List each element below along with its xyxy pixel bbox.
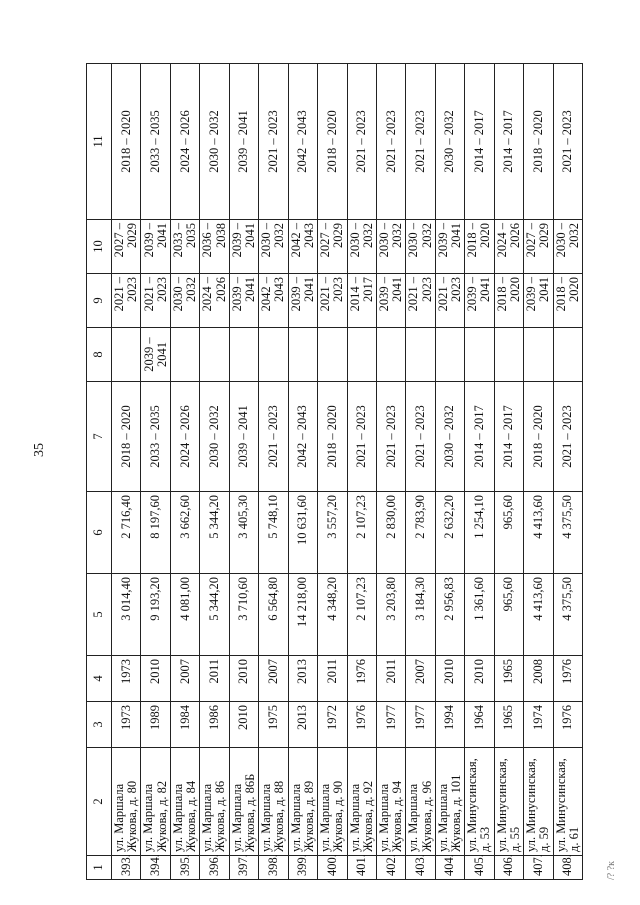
residential-area-cell: 2 830,00 xyxy=(376,492,405,574)
build-year-cell: 1977 xyxy=(406,702,435,748)
row-number-cell: 399. xyxy=(288,856,317,880)
repair-period-cell: 2018 – 2020 xyxy=(318,382,347,492)
build-year-cell: 1973 xyxy=(112,702,141,748)
repair-period-cell: 2042 – 2043 xyxy=(288,382,317,492)
column-header: 3 xyxy=(87,702,112,748)
row-number-cell: 405. xyxy=(465,856,494,880)
repair-period-cell: 2018 – 2020 xyxy=(524,382,553,492)
period-col11-cell: 2021 – 2023 xyxy=(376,64,405,220)
residential-area-cell: 3 557,20 xyxy=(318,492,347,574)
period-col9-cell: 2021 – 2023 xyxy=(435,274,464,328)
total-area-cell: 3 203,80 xyxy=(376,574,405,656)
period-col10-cell: 2042 – 2043 xyxy=(288,220,317,274)
period-col10-cell: 2027 – 2029 xyxy=(112,220,141,274)
last-repair-year-cell: 2010 xyxy=(465,656,494,702)
total-area-cell: 4 413,60 xyxy=(524,574,553,656)
address-cell: ул. Маршала Жукова, д. 80 xyxy=(112,748,141,856)
total-area-cell: 3 014,40 xyxy=(112,574,141,656)
residential-area-cell: 2 632,20 xyxy=(435,492,464,574)
residential-area-cell: 8 197,60 xyxy=(141,492,170,574)
repair-period-cell: 2030 – 2032 xyxy=(200,382,229,492)
repair-period-cell: 2024 – 2026 xyxy=(170,382,199,492)
total-area-cell: 4 375,50 xyxy=(553,574,582,656)
column-header: 8 xyxy=(87,328,112,382)
period-col9-cell: 2018 – 2020 xyxy=(553,274,582,328)
table-row xyxy=(112,64,141,880)
period-col11-cell: 2014 – 2017 xyxy=(494,64,523,220)
period-col8-cell xyxy=(376,328,405,382)
period-col9-cell: 2021 – 2023 xyxy=(112,274,141,328)
period-col10-cell: 2039 – 2041 xyxy=(229,220,258,274)
total-area-cell: 4 081,00 xyxy=(170,574,199,656)
period-col10-cell: 2027 – 2029 xyxy=(524,220,553,274)
column-header: 6 xyxy=(87,492,112,574)
table-row xyxy=(465,64,494,880)
period-col10-cell: 2024 – 2026 xyxy=(494,220,523,274)
period-col8-cell xyxy=(553,328,582,382)
table-row xyxy=(553,64,582,880)
row-number-cell: 396. xyxy=(200,856,229,880)
residential-area-cell: 5 748,10 xyxy=(259,492,288,574)
last-repair-year-cell: 2011 xyxy=(200,656,229,702)
period-col9-cell: 2039 – 2041 xyxy=(229,274,258,328)
period-col10-cell: 2036 – 2038 xyxy=(200,220,229,274)
period-col10-cell: 2033 – 2035 xyxy=(170,220,199,274)
period-col9-cell: 2039 – 2041 xyxy=(288,274,317,328)
build-year-cell: 2013 xyxy=(288,702,317,748)
address-cell: ул. Маршала Жукова, д. 92 xyxy=(347,748,376,856)
period-col9-cell: 2024 – 2026 xyxy=(200,274,229,328)
row-number-cell: 393. xyxy=(112,856,141,880)
repair-period-cell: 2021 – 2023 xyxy=(553,382,582,492)
residential-area-cell: 3 405,30 xyxy=(229,492,258,574)
residential-area-cell: 4 413,60 xyxy=(524,492,553,574)
period-col11-cell: 2014 – 2017 xyxy=(465,64,494,220)
table-row xyxy=(141,64,170,880)
repair-period-cell: 2014 – 2017 xyxy=(494,382,523,492)
total-area-cell: 2 107,23 xyxy=(347,574,376,656)
column-header: 10 xyxy=(87,220,112,274)
table-row xyxy=(435,64,464,880)
period-col9-cell: 2014 – 2017 xyxy=(347,274,376,328)
period-col9-cell: 2021 – 2023 xyxy=(141,274,170,328)
column-header: 1 xyxy=(87,856,112,880)
address-cell: ул. Минусинская, д. 59 xyxy=(524,748,553,856)
total-area-cell: 4 348,20 xyxy=(318,574,347,656)
repair-period-cell: 2021 – 2023 xyxy=(259,382,288,492)
period-col8-cell xyxy=(200,328,229,382)
last-repair-year-cell: 2007 xyxy=(170,656,199,702)
row-number-cell: 402. xyxy=(376,856,405,880)
total-area-cell: 965,60 xyxy=(494,574,523,656)
table-row xyxy=(406,64,435,880)
table-row xyxy=(376,64,405,880)
repair-period-cell: 2021 – 2023 xyxy=(406,382,435,492)
row-number-cell: 395. xyxy=(170,856,199,880)
table-row xyxy=(494,64,523,880)
period-col8-cell xyxy=(524,328,553,382)
period-col9-cell: 2018 – 2020 xyxy=(494,274,523,328)
build-year-cell: 1976 xyxy=(553,702,582,748)
build-year-cell: 1974 xyxy=(524,702,553,748)
period-col11-cell: 2039 – 2041 xyxy=(229,64,258,220)
address-cell: ул. Маршала Жукова, д. 89 xyxy=(288,748,317,856)
row-number-cell: 407. xyxy=(524,856,553,880)
column-header: 7 xyxy=(87,382,112,492)
build-year-cell: 1984 xyxy=(170,702,199,748)
row-number-cell: 394. xyxy=(141,856,170,880)
address-cell: ул. Маршала Жукова, д. 86 xyxy=(200,748,229,856)
period-col10-cell: 2030 – 2032 xyxy=(347,220,376,274)
row-number-cell: 397. xyxy=(229,856,258,880)
period-col9-cell: 2021 – 2023 xyxy=(406,274,435,328)
address-cell: ул. Маршала Жукова, д. 101 xyxy=(435,748,464,856)
period-col10-cell: 2018 – 2020 xyxy=(465,220,494,274)
address-cell: ул. Минусинская, д. 55 xyxy=(494,748,523,856)
address-cell: ул. Минусинская, д. 53 xyxy=(465,748,494,856)
total-area-cell: 3 184,30 xyxy=(406,574,435,656)
period-col10-cell: 2030 – 2032 xyxy=(406,220,435,274)
last-repair-year-cell: 2011 xyxy=(376,656,405,702)
row-number-cell: 398. xyxy=(259,856,288,880)
last-repair-year-cell: 2010 xyxy=(141,656,170,702)
last-repair-year-cell: 2008 xyxy=(524,656,553,702)
period-col9-cell: 2039 – 2041 xyxy=(524,274,553,328)
column-header: 11 xyxy=(87,64,112,220)
row-number-cell: 401. xyxy=(347,856,376,880)
residential-area-cell: 10 631,60 xyxy=(288,492,317,574)
row-number-cell: 408. xyxy=(553,856,582,880)
row-number-cell: 403. xyxy=(406,856,435,880)
period-col8-cell xyxy=(494,328,523,382)
address-cell: ул. Маршала Жукова, д. 84 xyxy=(170,748,199,856)
last-repair-year-cell: 2010 xyxy=(229,656,258,702)
residential-area-cell: 2 716,40 xyxy=(112,492,141,574)
build-year-cell: 2010 xyxy=(229,702,258,748)
address-cell: ул. Маршала Жукова, д. 88 xyxy=(259,748,288,856)
build-year-cell: 1977 xyxy=(376,702,405,748)
residential-area-cell: 5 344,20 xyxy=(200,492,229,574)
table-row xyxy=(170,64,199,880)
period-col8-cell xyxy=(112,328,141,382)
housing-repair-table xyxy=(86,63,583,880)
column-header: 2 xyxy=(87,748,112,856)
period-col11-cell: 2030 – 2032 xyxy=(200,64,229,220)
period-col11-cell: 2018 – 2020 xyxy=(112,64,141,220)
last-repair-year-cell: 2010 xyxy=(435,656,464,702)
repair-period-cell: 2014 – 2017 xyxy=(465,382,494,492)
last-repair-year-cell: 1973 xyxy=(112,656,141,702)
address-cell: ул. Минусинская, д. 61 xyxy=(553,748,582,856)
period-col11-cell: 2021 – 2023 xyxy=(406,64,435,220)
last-repair-year-cell: 1976 xyxy=(347,656,376,702)
residential-area-cell: 4 375,50 xyxy=(553,492,582,574)
last-repair-year-cell: 1976 xyxy=(553,656,582,702)
period-col8-cell xyxy=(465,328,494,382)
address-cell: ул. Маршала Жукова, д. 96 xyxy=(406,748,435,856)
total-area-cell: 2 956,83 xyxy=(435,574,464,656)
total-area-cell: 1 361,60 xyxy=(465,574,494,656)
last-repair-year-cell: 2007 xyxy=(406,656,435,702)
table-row xyxy=(318,64,347,880)
table-row xyxy=(259,64,288,880)
period-col10-cell: 2027 – 2029 xyxy=(318,220,347,274)
row-number-cell: 400. xyxy=(318,856,347,880)
repair-period-cell: 2030 – 2032 xyxy=(435,382,464,492)
table-row xyxy=(229,64,258,880)
period-col8-cell xyxy=(347,328,376,382)
header-row xyxy=(87,64,112,880)
total-area-cell: 6 564,80 xyxy=(259,574,288,656)
column-header: 9 xyxy=(87,274,112,328)
table-row xyxy=(524,64,553,880)
build-year-cell: 1976 xyxy=(347,702,376,748)
residential-area-cell: 1 254,10 xyxy=(465,492,494,574)
address-cell: ул. Маршала Жукова, д. 86Б xyxy=(229,748,258,856)
build-year-cell: 1964 xyxy=(465,702,494,748)
last-repair-year-cell: 1965 xyxy=(494,656,523,702)
repair-period-cell: 2033 – 2035 xyxy=(141,382,170,492)
period-col10-cell: 2030 – 2032 xyxy=(259,220,288,274)
period-col9-cell: 2042 – 2043 xyxy=(259,274,288,328)
address-cell: ул. Маршала Жукова, д. 94 xyxy=(376,748,405,856)
total-area-cell: 14 218,00 xyxy=(288,574,317,656)
row-number-cell: 406. xyxy=(494,856,523,880)
repair-period-cell: 2021 – 2023 xyxy=(376,382,405,492)
period-col11-cell: 2042 – 2043 xyxy=(288,64,317,220)
column-header: 4 xyxy=(87,656,112,702)
repair-period-cell: 2039 – 2041 xyxy=(229,382,258,492)
repair-period-cell: 2018 – 2020 xyxy=(112,382,141,492)
period-col8-cell xyxy=(288,328,317,382)
residential-area-cell: 3 662,60 xyxy=(170,492,199,574)
period-col11-cell: 2024 – 2026 xyxy=(170,64,199,220)
period-col11-cell: 2033 – 2035 xyxy=(141,64,170,220)
period-col11-cell: 2021 – 2023 xyxy=(553,64,582,220)
build-year-cell: 1994 xyxy=(435,702,464,748)
period-col10-cell: 2039 – 2041 xyxy=(435,220,464,274)
period-col8-cell xyxy=(318,328,347,382)
period-col8-cell xyxy=(406,328,435,382)
margin-mark: /? ?к xyxy=(606,860,618,881)
period-col9-cell: 2039 – 2041 xyxy=(376,274,405,328)
build-year-cell: 1965 xyxy=(494,702,523,748)
residential-area-cell: 2 107,23 xyxy=(347,492,376,574)
last-repair-year-cell: 2007 xyxy=(259,656,288,702)
period-col9-cell: 2030 – 2032 xyxy=(170,274,199,328)
period-col11-cell: 2018 – 2020 xyxy=(318,64,347,220)
period-col10-cell: 2030 – 2032 xyxy=(376,220,405,274)
repair-period-cell: 2021 – 2023 xyxy=(347,382,376,492)
period-col9-cell: 2021 – 2023 xyxy=(318,274,347,328)
period-col10-cell: 2039 – 2041 xyxy=(141,220,170,274)
total-area-cell: 5 344,20 xyxy=(200,574,229,656)
page-number: 35 xyxy=(32,443,47,457)
period-col11-cell: 2021 – 2023 xyxy=(347,64,376,220)
build-year-cell: 1989 xyxy=(141,702,170,748)
column-header: 5 xyxy=(87,574,112,656)
total-area-cell: 9 193,20 xyxy=(141,574,170,656)
table-row xyxy=(347,64,376,880)
address-cell: ул. Маршала Жукова, д. 82 xyxy=(141,748,170,856)
period-col11-cell: 2021 – 2023 xyxy=(259,64,288,220)
period-col8-cell: 2039 – 2041 xyxy=(141,328,170,382)
address-cell: ул. Маршала Жукова, д. 90 xyxy=(318,748,347,856)
period-col8-cell xyxy=(435,328,464,382)
period-col11-cell: 2018 – 2020 xyxy=(524,64,553,220)
row-number-cell: 404. xyxy=(435,856,464,880)
table-row xyxy=(200,64,229,880)
period-col11-cell: 2030 – 2032 xyxy=(435,64,464,220)
period-col8-cell xyxy=(259,328,288,382)
period-col8-cell xyxy=(229,328,258,382)
total-area-cell: 3 710,60 xyxy=(229,574,258,656)
build-year-cell: 1972 xyxy=(318,702,347,748)
period-col8-cell xyxy=(170,328,199,382)
table-row xyxy=(288,64,317,880)
build-year-cell: 1975 xyxy=(259,702,288,748)
last-repair-year-cell: 2011 xyxy=(318,656,347,702)
last-repair-year-cell: 2013 xyxy=(288,656,317,702)
build-year-cell: 1986 xyxy=(200,702,229,748)
residential-area-cell: 965,60 xyxy=(494,492,523,574)
period-col9-cell: 2039 – 2041 xyxy=(465,274,494,328)
period-col10-cell: 2030 – 2032 xyxy=(553,220,582,274)
rotated-table-wrapper xyxy=(86,64,583,880)
residential-area-cell: 2 783,90 xyxy=(406,492,435,574)
